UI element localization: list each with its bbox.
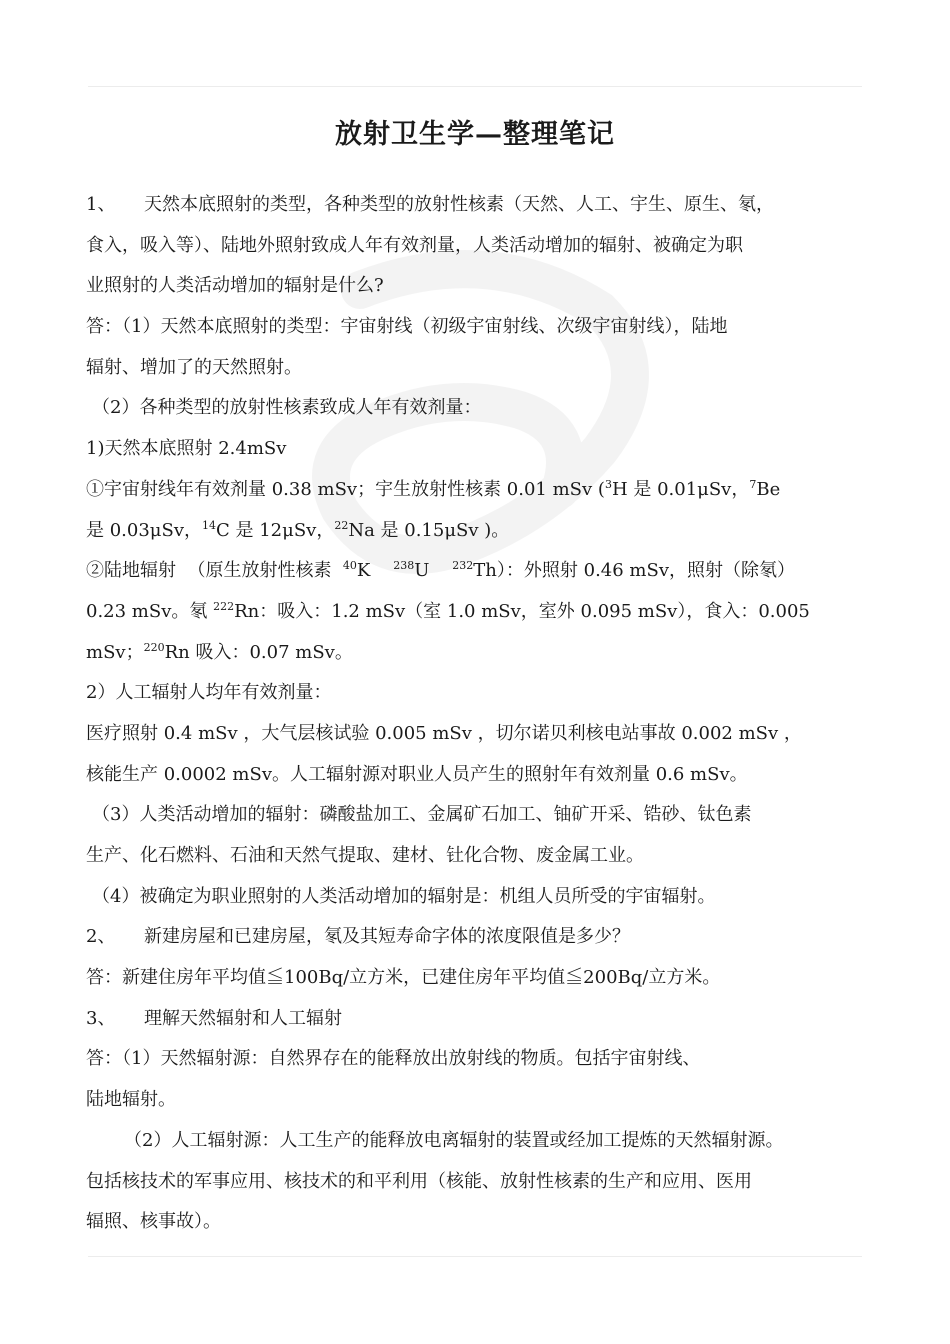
rn222-text: Rn：吸入：1.2 mSv（室 1.0 mSv，室外 0.095 mSv），食入：0.005 <box>234 600 810 622</box>
cosmic-ray-line-2 <box>86 511 886 552</box>
h3-mass-number: 3 <box>604 477 612 491</box>
artificial-dose-heading: 2）人工辐射人均年有效剂量： <box>86 682 332 704</box>
answer-1-line-2: 辐射、增加了的天然照射。 <box>86 356 302 378</box>
rn-ingest-unit: mSv； <box>86 641 144 663</box>
question-3 <box>86 999 886 1040</box>
question-text: 天然本底照射的类型，各种类型的放射性核素（天然、人工、宇生、原生、氡， <box>144 194 774 215</box>
question-text: 新建房屋和已建房屋，氡及其短寿命字体的浓度限值是多少？ <box>144 926 630 948</box>
artificial-dose-line-2: 核能生产 0.0002 mSv。人工辐射源对职业人员产生的照射年有效剂量 0.6 mSv。 <box>86 763 748 785</box>
c14-text: C 是 12μSv， <box>216 519 335 541</box>
question-3-answer-1-line-1: 答：（1）天然辐射源：自然界存在的能释放出放射线的物质。包括宇宙射线、 <box>86 1048 701 1070</box>
question-number: 3、 <box>86 1007 116 1029</box>
header-rule <box>88 86 862 87</box>
u238-mass-number: 238 <box>393 559 415 573</box>
th232-mass-number: 232 <box>452 559 474 573</box>
h3-text: H 是 0.01μSv， <box>611 478 750 500</box>
rn220-text: Rn 吸入：0.07 mSv。 <box>164 641 353 663</box>
na22-text: Na 是 0.15μSv )。 <box>348 519 510 541</box>
circled-number-1: ① <box>86 478 104 500</box>
question-2-answer: 答：新建住房年平均值≦100Bq/立方米，已建住房年平均值≦200Bq/立方米。 <box>86 967 721 989</box>
answer-2-heading: （2）各种类型的放射性核素致成人年有效剂量： <box>92 397 482 419</box>
question-3-answer-2-line-3: 辐照、核事故）。 <box>86 1211 221 1233</box>
artificial-dose-line-1: 医疗照射 0.4 mSv ，大气层核试验 0.005 mSv ，切尔诺贝利核电站事故 0.002 mSv ， <box>86 722 802 744</box>
k40-mass-number: 40 <box>342 559 357 573</box>
answer-3-line-2: 生产、化石燃料、石油和天然气提取、建材、钍化合物、废金属工业。 <box>86 845 644 866</box>
terrestrial-line-1 <box>86 551 886 592</box>
be7-value: 是 0.03μSv， <box>86 519 202 541</box>
terrestrial-text: 陆地辐射 （原生放射性核素 <box>104 560 343 582</box>
question-2 <box>86 917 886 958</box>
document-body <box>86 185 886 1243</box>
question-1-line-1 <box>86 185 886 226</box>
question-number: 2、 <box>86 926 116 948</box>
rn220-mass-number: 220 <box>143 640 165 654</box>
question-3-answer-2-line-2: 包括核技术的军事应用、核技术的和平利用（核能、放射性核素的生产和应用、医用 <box>86 1170 752 1192</box>
question-number: 1、 <box>86 194 116 215</box>
rn222-mass-number: 222 <box>213 599 235 613</box>
answer-1-line-1: 答：（1）天然本底照射的类型：宇宙射线（初级宇宙射线、次级宇宙射线），陆地 <box>86 316 728 338</box>
answer-4: （4）被确定为职业照射的人类活动增加的辐射是：机组人员所受的宇宙辐射。 <box>92 885 716 907</box>
natural-background-dose: 1)天然本底照射 2.4mSv <box>86 438 287 460</box>
question-3-answer-2-line-1: （2）人工辐射源：人工生产的能释放电离辐射的装置或经加工提炼的天然辐射源。 <box>124 1129 784 1151</box>
be7-text: Be <box>756 478 781 500</box>
footer-rule <box>88 1256 862 1257</box>
na22-mass-number: 22 <box>334 518 349 532</box>
u238-text: U <box>414 560 453 582</box>
circled-number-2: ② <box>86 560 104 582</box>
question-1-line-3: 业照射的人类活动增加的辐射是什么? <box>86 275 384 297</box>
k40-text: K <box>356 560 394 582</box>
be7-mass-number: 7 <box>749 477 757 491</box>
terrestrial-line-2 <box>86 592 886 633</box>
question-1-line-2: 食入，吸入等）、陆地外照射致成人年有效剂量，人类活动增加的辐射、被确定为职 <box>86 234 743 256</box>
cosmic-ray-line-1 <box>86 470 886 511</box>
question-text: 理解天然辐射和人工辐射 <box>144 1007 342 1029</box>
terrestrial-line-3 <box>86 633 886 674</box>
answer-3-line-1: （3）人类活动增加的辐射：磷酸盐加工、金属矿石加工、铀矿开采、锆砂、钛色素 <box>92 804 752 826</box>
document-title: 放射卫生学—整理笔记 <box>335 119 615 150</box>
cosmic-text: 宇宙射线年有效剂量 0.38 mSv；宇生放射性核素 0.01 mSv ( <box>104 478 605 500</box>
question-3-answer-1-line-2: 陆地辐射。 <box>86 1089 176 1111</box>
radon-label: 0.23 mSv。氡 <box>86 600 214 622</box>
th232-text: Th）：外照射 0.46 mSv，照射（除氡） <box>473 560 795 582</box>
c14-mass-number: 14 <box>202 518 216 532</box>
